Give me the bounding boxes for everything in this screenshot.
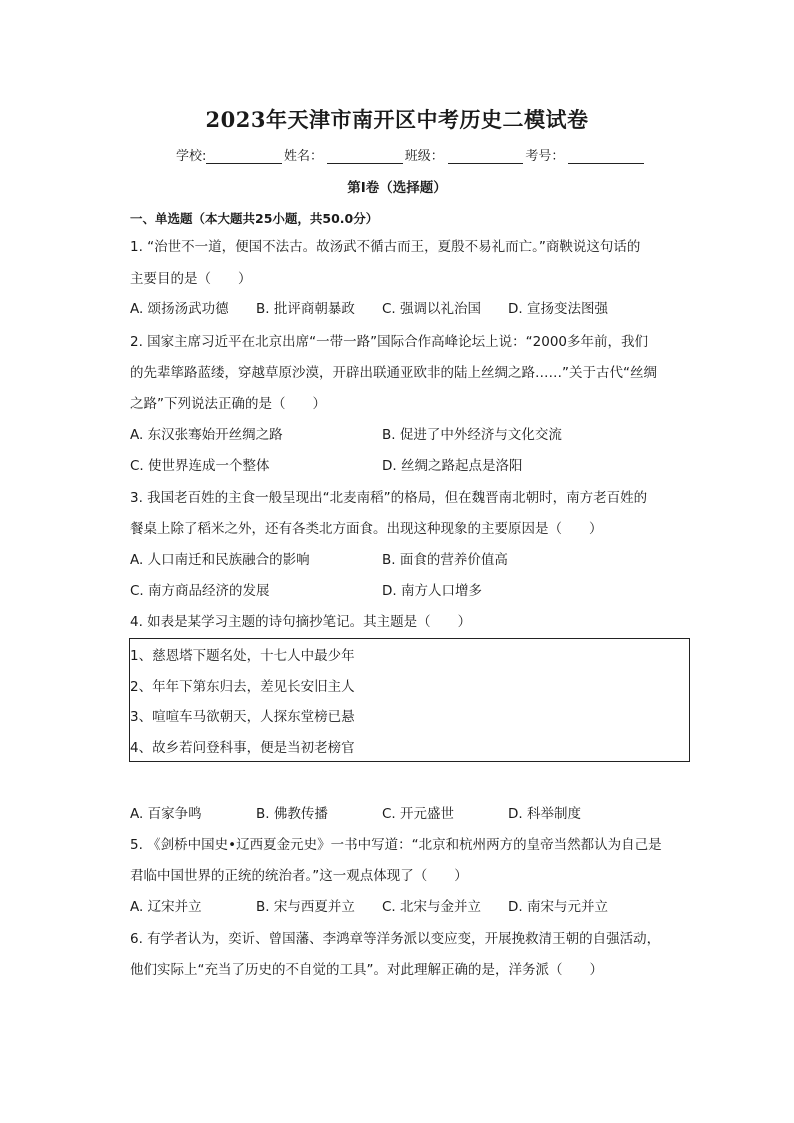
- name-blank: [327, 149, 403, 164]
- question-3-line-1: 3. 我国老百姓的主食一般呈现出“北麦南稻”的格局，但在魏晋南北朝时，南方老百姓的: [130, 490, 648, 506]
- poem-row-3: 3、喧喧车马欲朝天，人探东堂榜已悬: [130, 709, 355, 725]
- name-label: 姓名：: [284, 149, 324, 164]
- question-1-option-d: D. 宣扬变法图强: [508, 301, 608, 317]
- question-5-line-1: 5. 《剑桥中国史•辽西夏金元史》一书中写道：“北京和杭州两方的皇帝当然都认为自己是: [130, 837, 662, 853]
- question-2-option-d: D. 丝绸之路起点是洛阳: [382, 458, 523, 474]
- poem-row-4: 4、故乡若问登科事，便是当初老榜官: [130, 740, 355, 756]
- question-5-option-d: D. 南宋与元并立: [508, 899, 608, 915]
- question-5-option-b: B. 宋与西夏并立: [256, 899, 355, 915]
- question-1-option-c: C. 强调以礼治国: [382, 301, 482, 317]
- question-3-option-c: C. 南方商品经济的发展: [130, 583, 270, 599]
- question-2-line-1: 2. 国家主席习近平在北京出席“一带一路”国际合作高峰论坛上说：“2000多年前，我们: [130, 334, 649, 350]
- question-5-line-2: 君临中国世界的正统的统治者。”这一观点体现了（ ）: [130, 868, 468, 884]
- question-1-option-a: A. 颂扬汤武功德: [130, 301, 229, 317]
- section-title: 一、单选题（本大题共25小题，共50.0分）: [130, 211, 379, 226]
- school-blank: [206, 149, 282, 164]
- question-3-option-b: B. 面食的营养价值高: [382, 552, 508, 568]
- class-blank: [448, 149, 524, 164]
- part-title: 第I卷（选择题）: [347, 180, 447, 196]
- exam-title: 2023年天津市南开区中考历史二模试卷: [205, 107, 589, 132]
- question-3-line-2: 餐桌上除了稻米之外，还有各类北方面食。出现这种现象的主要原因是（ ）: [130, 521, 603, 537]
- exam-number-blank: [568, 149, 644, 164]
- poem-row-1: 1、慈恩塔下题名处，十七人中最少年: [130, 648, 355, 664]
- poem-row-2: 2、年年下第东归去，差见长安旧主人: [130, 679, 355, 695]
- question-4-option-a: A. 百家争鸣: [130, 806, 202, 822]
- exam-number-label: 考号：: [525, 149, 565, 164]
- question-4-option-d: D. 科举制度: [508, 806, 581, 822]
- question-3-option-d: D. 南方人口增多: [382, 583, 482, 599]
- question-2-option-a: A. 东汉张骞始开丝绸之路: [130, 427, 283, 443]
- question-2-option-b: B. 促进了中外经济与文化交流: [382, 427, 562, 443]
- question-4-option-c: C. 开元盛世: [382, 806, 455, 822]
- question-6-line-1: 6. 有学者认为，奕䜣、曾国藩、李鸿章等洋务派以变应变，开展挽救清王朝的自强活动，: [130, 931, 661, 947]
- question-3-option-a: A. 人口南迁和民族融合的影响: [130, 552, 310, 568]
- question-1-line-1: 1. “治世不一道，便国不法古。故汤武不循古而王，夏殷不易礼而亡。”商鞅说这句话的: [130, 239, 641, 255]
- question-4-option-b: B. 佛教传播: [256, 806, 328, 822]
- question-5-option-a: A. 辽宋并立: [130, 899, 202, 915]
- question-2-option-c: C. 使世界连成一个整体: [130, 458, 270, 474]
- school-label: 学校:: [176, 149, 207, 164]
- question-1-line-2: 主要目的是（ ）: [130, 271, 252, 287]
- question-5-option-c: C. 北宋与金并立: [382, 899, 482, 915]
- question-2-line-3: 之路”下列说法正确的是（ ）: [130, 396, 326, 412]
- student-info-row: [176, 146, 646, 164]
- question-4-line-1: 4. 如表是某学习主题的诗句摘抄笔记。其主题是（ ）: [130, 614, 472, 630]
- question-1-option-b: B. 批评商朝暴政: [256, 301, 355, 317]
- question-2-line-2: 的先辈筚路蓝缕，穿越草原沙漠，开辟出联通亚欧非的陆上丝绸之路……”关于古代“丝绸: [130, 365, 657, 381]
- class-label: 班级：: [404, 149, 444, 164]
- question-6-line-2: 他们实际上“充当了历史的不自觉的工具”。对此理解正确的是，洋务派（ ）: [130, 962, 603, 978]
